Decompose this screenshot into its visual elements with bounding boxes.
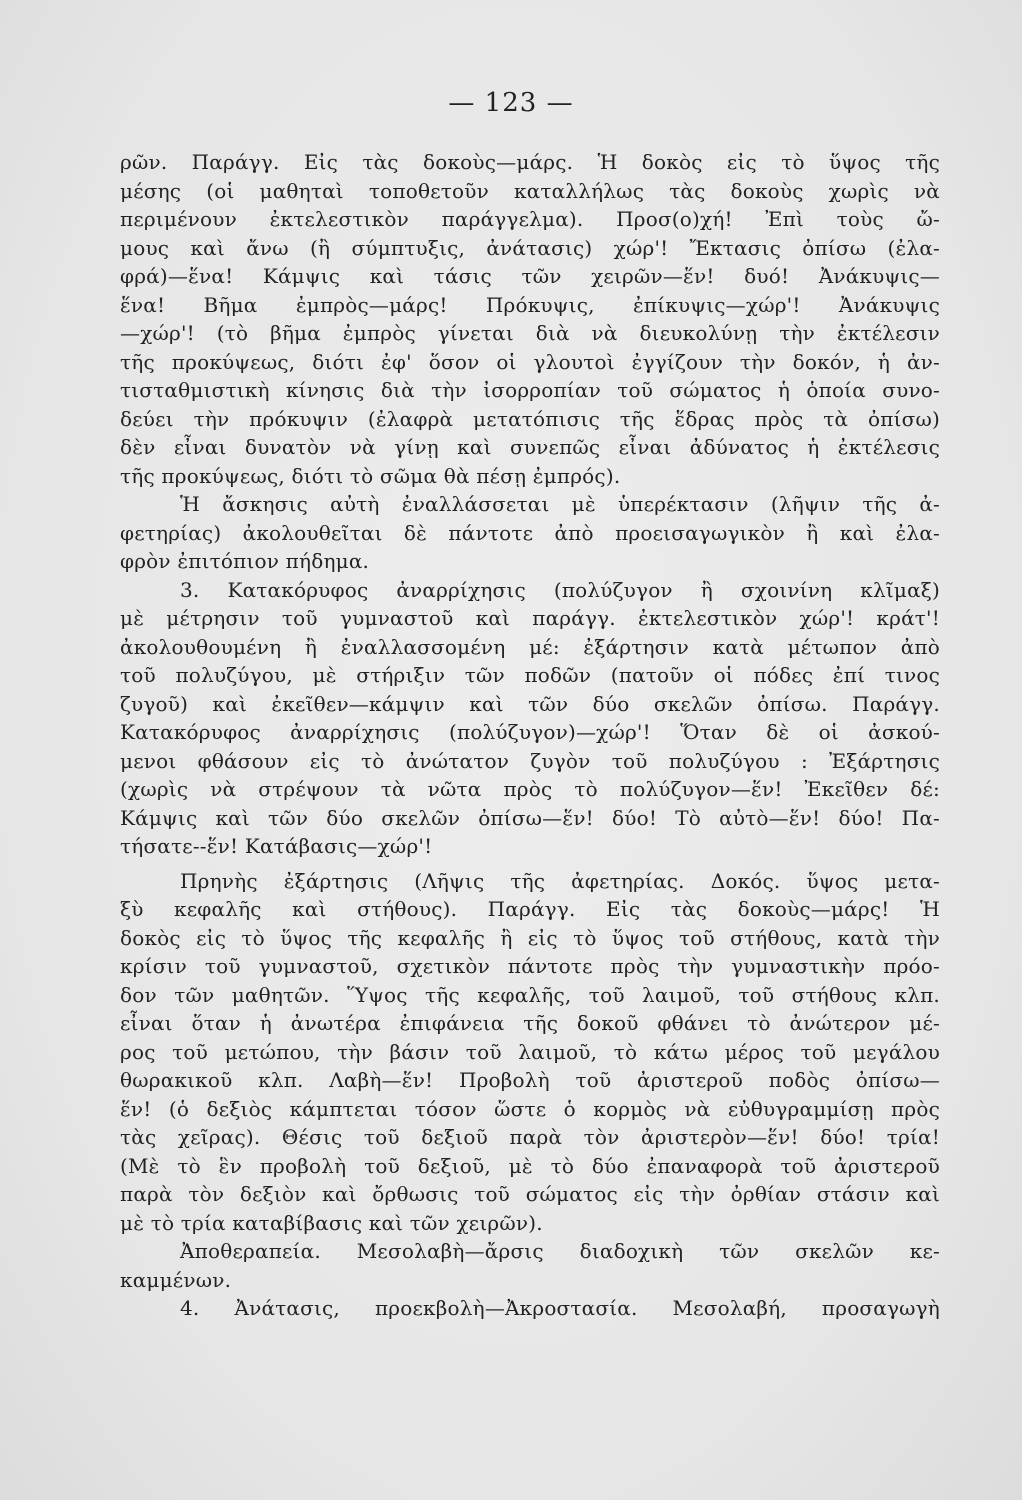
text-line: μὲ μέτρησιν τοῦ γυμναστοῦ καὶ παράγγ. ἐκτελεστικὸν χώρ'! κράτ'! <box>120 606 940 630</box>
text-line: (Μὲ τὸ ἓν προβολὴ τοῦ δεξιοῦ, μὲ τὸ δύο ἐπαναφορὰ τοῦ ἀριστεροῦ <box>120 1153 940 1178</box>
text-line: φρὸν ἐπιτόπιον πήδημα. <box>120 549 370 573</box>
text-line: —χώρ'! (τὸ βῆμα ἐμπρὸς γίνεται διὰ νὰ διευκολύνῃ τὴν ἐκτέλεσιν <box>120 321 940 345</box>
text-line: Ἡ ἄσκησις αὐτὴ ἐναλλάσσεται μὲ ὑπερέκτασιν (λῆψιν τῆς ἀ- <box>180 492 940 516</box>
text-line: Κάμψις καὶ τῶν δύο σκελῶν ὀπίσω—ἕν! δύο! Τὸ αὐτὸ—ἕν! δύο! Πα- <box>120 805 940 830</box>
text-line: τῆς προκύψεως, διότι τὸ σῶμα θὰ πέσῃ ἐμπρός). <box>120 463 621 488</box>
text-line: 4. Ἀνάτασις, προεκβολὴ—Ἀκροστασία. Μεσολαβή, προσαγωγὴ <box>180 1296 940 1320</box>
text-line: τῆς προκύψεως, διότι ἐφ' ὅσον οἱ γλουτοὶ ἐγγίζουν τὴν δοκόν, ἡ ἀν- <box>120 349 940 374</box>
text-line: ἀκολουθουμένη ἢ ἐναλλασσομένη μέ: ἐξάρτησιν κατὰ μέτωπον ἀπὸ <box>120 634 940 659</box>
text-line: ξὺ κεφαλῆς καὶ στήθους). Παράγγ. Εἰς τὰς δοκοὺς—μάρς! Ἡ <box>120 897 940 921</box>
text-line: φετηρίας) ἀκολουθεῖται δὲ πάντοτε ἀπὸ προεισαγωγικὸν ἢ καὶ ἐλα- <box>120 520 940 545</box>
text-line: μέσης (οἱ μαθηταὶ τοποθετοῦν καταλλήλως τὰς δοκοὺς χωρὶς νὰ <box>120 178 940 203</box>
text-line: δοκὸς εἰς τὸ ὕψος τῆς κεφαλῆς ἢ εἰς τὸ ὕψος τοῦ στήθους, κατὰ τὴν <box>120 925 940 950</box>
text-line: ζυγοῦ) καὶ ἐκεῖθεν—κάμψιν καὶ τῶν δύο σκελῶν ὀπίσω. Παράγγ. <box>120 691 940 716</box>
text-line: ἕνα! Βῆμα ἐμπρὸς—μάρς! Πρόκυψις, ἐπίκυψις—χώρ'! Ἀνάκυψις <box>120 292 940 317</box>
text-line: τὰς χεῖρας). Θέσις τοῦ δεξιοῦ παρὰ τὸν ἀριστερὸν—ἕν! δύο! τρία! <box>120 1125 940 1149</box>
text-line: καμμένων. <box>120 1267 232 1292</box>
text-line: δον τῶν μαθητῶν. Ὕψος τῆς κεφαλῆς, τοῦ λαιμοῦ, τοῦ στήθους κλπ. <box>120 982 940 1007</box>
text-line: ρος τοῦ μετώπου, τὴν βάσιν τοῦ λαιμοῦ, τὸ κάτω μέρος τοῦ μεγάλου <box>120 1039 940 1064</box>
page-number: — 123 — <box>448 88 574 118</box>
text-line: δὲν εἶναι δυνατὸν νὰ γίνῃ καὶ συνεπῶς εἶναι ἀδύνατος ἡ ἐκτέλεσις <box>120 435 940 459</box>
text-line: τήσατε--ἕν! Κατάβασις—χώρ'! <box>120 834 433 858</box>
text-line: κρίσιν τοῦ γυμναστοῦ, σχετικὸν πάντοτε πρὸς τὴν γυμναστικὴν πρόο- <box>120 954 940 978</box>
text-line: θωρακικοῦ κλπ. Λαβὴ—ἕν! Προβολὴ τοῦ ἀριστεροῦ ποδὸς ὀπίσω— <box>120 1068 940 1092</box>
text-line: δεύει τὴν πρόκυψιν (ἐλαφρὰ μετατόπισις τῆς ἕδρας πρὸς τὰ ὀπίσω) <box>120 406 940 431</box>
text-line: Ἀποθεραπεία. Μεσολαβὴ—ἄρσις διαδοχικὴ τῶν σκελῶν κε- <box>180 1239 940 1263</box>
text-line: μενοι φθάσουν εἰς τὸ ἀνώτατον ζυγὸν τοῦ πολυζύγου : Ἐξάρτησις <box>120 748 940 773</box>
text-line: 3. Κατακόρυφος ἀναρρίχησις (πολύζυγον ἢ σχοινίνη κλῖμαξ) <box>180 577 940 602</box>
text-line: παρὰ τὸν δεξιὸν καὶ ὄρθωσις τοῦ σώματος εἰς τὴν ὀρθίαν στάσιν καὶ <box>120 1182 940 1206</box>
text-line: ἕν! (ὁ δεξιὸς κάμπτεται τόσον ὥστε ὁ κορμὸς νὰ εὐθυγραμμίσῃ πρὸς <box>120 1096 940 1121</box>
text-line: (χωρὶς νὰ στρέψουν τὰ νῶτα πρὸς τὸ πολύζυγον—ἕν! Ἐκεῖθεν δέ: <box>120 777 940 801</box>
text-line: Κατακόρυφος ἀναρρίχησις (πολύζυγον)—χώρ'! Ὅταν δὲ οἱ ἀσκού- <box>120 720 940 744</box>
text-line: περιμένουν ἐκτελεστικὸν παράγγελμα). Προσ(ο)χή! Ἐπὶ τοὺς ὤ- <box>120 207 940 231</box>
text-line: τοῦ πολυζύγου, μὲ στήριξιν τῶν ποδῶν (πατοῦν οἱ πόδες ἐπί τινος <box>120 663 940 687</box>
text-line: φρά)—ἕνα! Κάμψις καὶ τάσις τῶν χειρῶν—ἕν! δυό! Ἀνάκυψις— <box>120 264 940 288</box>
text-line: εἶναι ὅταν ἡ ἀνωτέρα ἐπιφάνεια τῆς δοκοῦ φθάνει τὸ ἀνώτερον μέ- <box>120 1011 940 1035</box>
text-line: μους καὶ ἄνω (ἢ σύμπτυξις, ἀνάτασις) χώρ'! Ἔκτασις ὀπίσω (ἐλα- <box>120 235 940 260</box>
text-line: ρῶν. Παράγγ. Εἰς τὰς δοκοὺς—μάρς. Ἡ δοκὸς εἰς τὸ ὕψος τῆς <box>120 150 940 174</box>
text-line: μὲ τὸ τρία καταβίβασις καὶ τῶν χειρῶν). <box>120 1210 543 1235</box>
text-line: τισταθμιστικὴ κίνησις διὰ τὴν ἰσορροπίαν τοῦ σώματος ἡ ὁποία συνο- <box>120 378 940 402</box>
body-text <box>120 148 940 1323</box>
text-line: Πρηνὴς ἐξάρτησις (Λῆψις τῆς ἀφετηρίας. Δοκός. ὕψος μετα- <box>180 868 940 893</box>
